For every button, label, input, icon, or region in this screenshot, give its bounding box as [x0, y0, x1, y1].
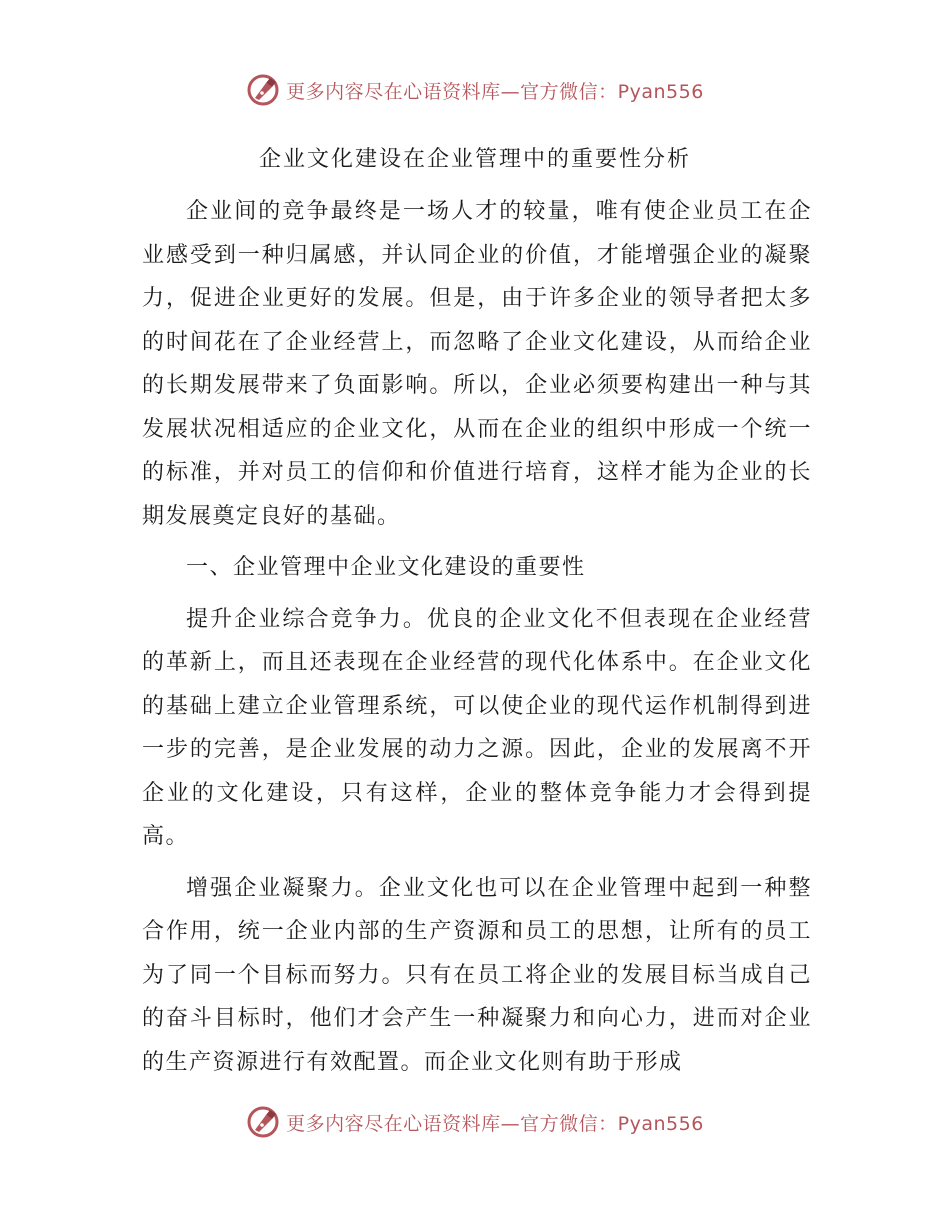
spacer: [142, 859, 812, 867]
intro-paragraph: 企业间的竞争最终是一场人才的较量，唯有使企业员工在企业感受到一种归属感，并认同企业的价值，才能增强企业的凝聚力，促进企业更好的发展。但是，由于许多企业的领导者把太多的时间花在了企业经营上，而忽略了企业文化建设，从而给企业的长期发展带来了负面影响。所以，企业必须要构建出一种与其发展状况相适应的企业文化，从而在企业的组织中形成一个统一的标准，并对员工的信仰和价值进行培育，这样才能为企业的长期发展奠定良好的基础。: [142, 199, 812, 529]
pen-nib-logo-icon: [246, 73, 280, 107]
section-heading: 一、企业管理中企业文化建设的重要性: [186, 555, 586, 580]
footer-banner-text: 更多内容尽在心语资料库—官方微信：Pyan556: [286, 1112, 704, 1135]
spacer: [142, 538, 812, 546]
header-banner-text: 更多内容尽在心语资料库—官方微信：Pyan556: [286, 80, 704, 103]
body-paragraph: 提升企业综合竞争力。优良的企业文化不但表现在企业经营的革新上，而且还表现在企业经营的现代化体系中。在企业文化的基础上建立企业管理系统，可以使企业的现代运作机制得到进一步的完善，是企业发展的动力之源。因此，企业的发展离不开企业的文化建设，只有这样，企业的整体竞争能力才会得到提高。: [142, 606, 812, 849]
header-banner: [0, 68, 950, 112]
footer-banner: [0, 1100, 950, 1144]
document-body: [142, 190, 812, 1084]
spacer: [142, 590, 812, 598]
body-paragraph: 增强企业凝聚力。企业文化也可以在企业管理中起到一种整合作用，统一企业内部的生产资源和员工的思想，让所有的员工为了同一个目标而努力。只有在员工将企业的发展目标当成自己的奋斗目标时，他们才会产生一种凝聚力和向心力，进而对企业的生产资源进行有效配置。而企业文化则有助于形成: [142, 875, 812, 1075]
pen-nib-logo-icon: [246, 1105, 280, 1139]
page-title: 企业文化建设在企业管理中的重要性分析: [258, 147, 691, 172]
